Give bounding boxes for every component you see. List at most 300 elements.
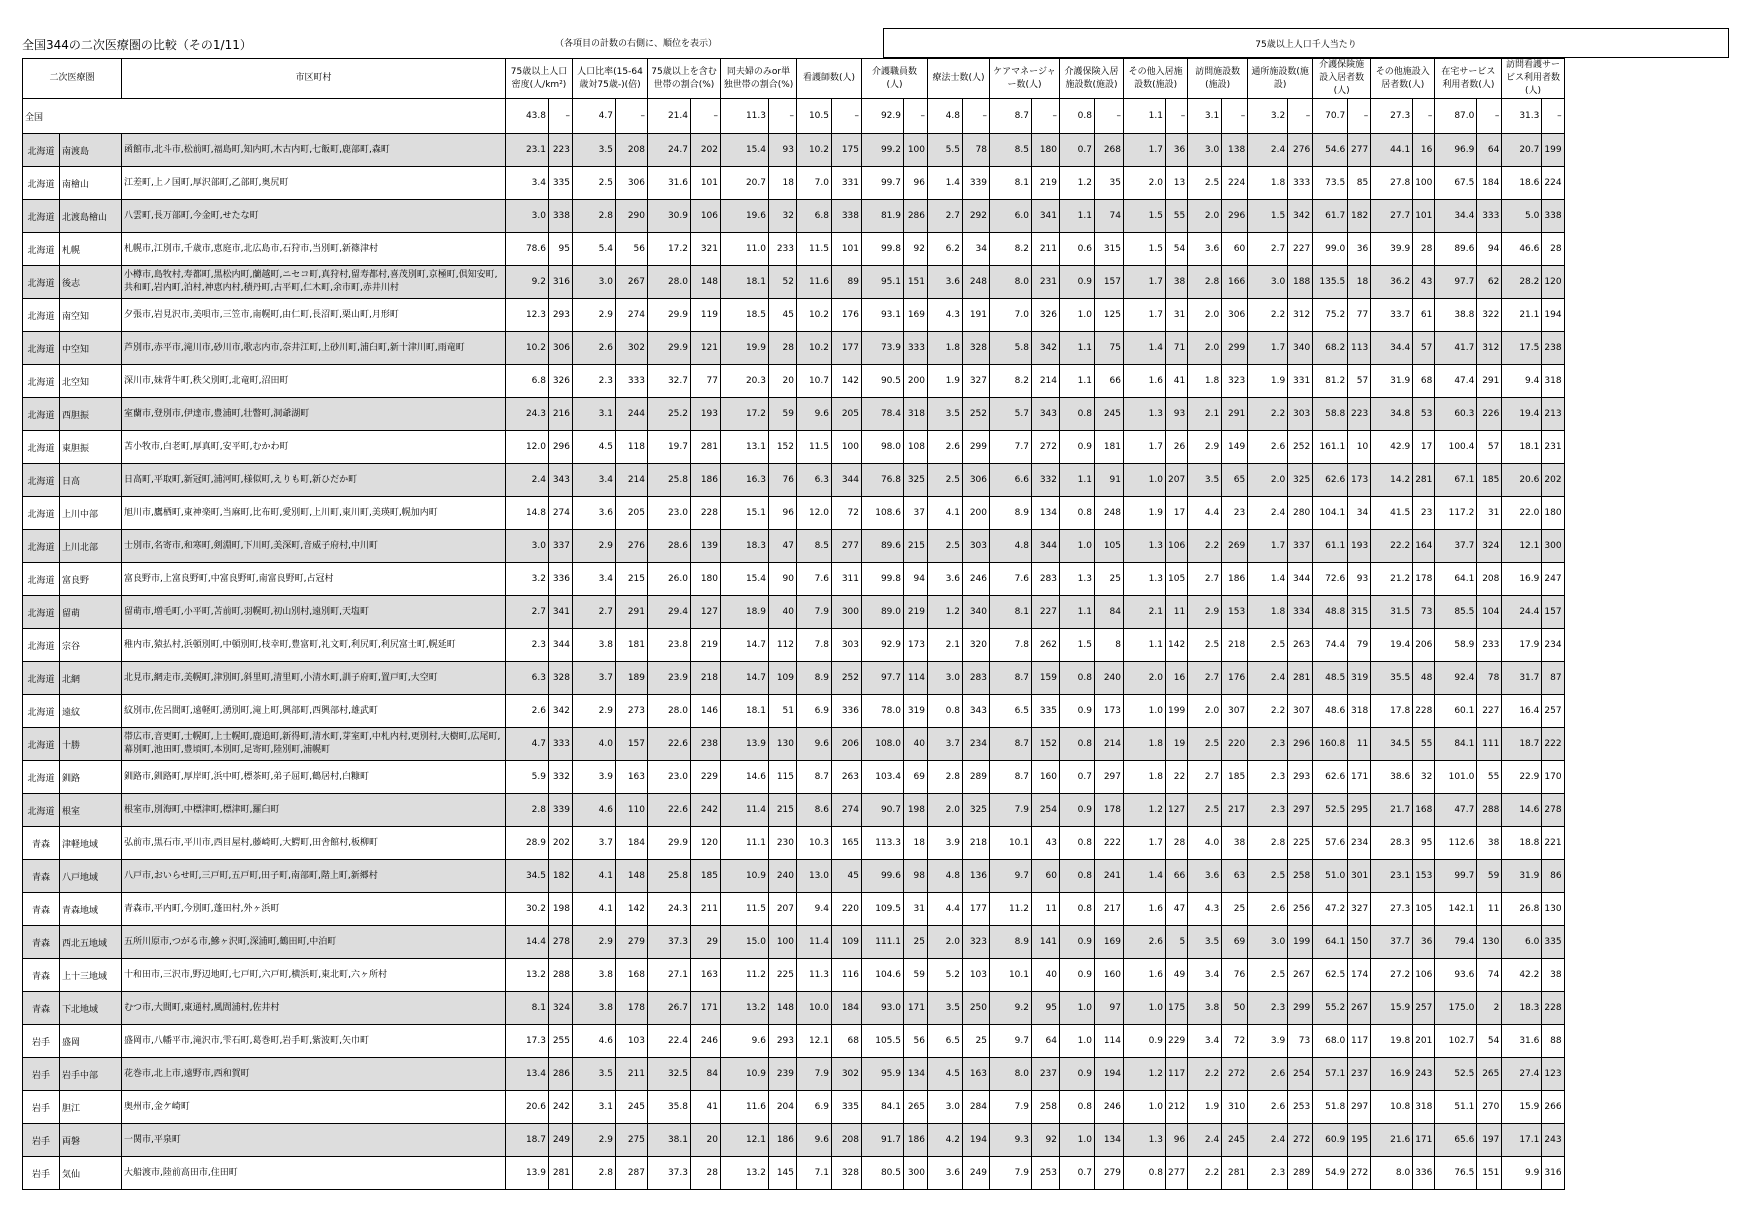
rank-cell: 281 xyxy=(1413,464,1435,497)
rank-cell: 216 xyxy=(549,398,573,431)
prefecture-cell: 北海道 xyxy=(23,332,60,365)
value-cell: 4.5 xyxy=(928,1058,963,1091)
table-row xyxy=(23,728,1565,761)
value-cell: 28.3 xyxy=(1371,827,1413,860)
rank-cell: 228 xyxy=(1542,992,1564,1025)
rank-cell: 123 xyxy=(1542,1058,1564,1091)
value-cell: 1.1 xyxy=(1060,464,1095,497)
rank-cell: 142 xyxy=(616,893,648,926)
header-column: その他施設入居者数(人) xyxy=(1371,59,1435,99)
value-cell: 7.7 xyxy=(990,431,1032,464)
rank-cell: 10 xyxy=(1348,431,1371,464)
rank-cell: 246 xyxy=(1095,1091,1124,1124)
header-column: その他入居施設数(施設) xyxy=(1124,59,1188,99)
value-cell: 1.0 xyxy=(1060,1124,1095,1157)
rank-cell: 267 xyxy=(1288,959,1313,992)
rank-cell: – xyxy=(769,99,797,134)
value-cell: 16.9 xyxy=(1502,563,1542,596)
rank-cell: 77 xyxy=(691,365,721,398)
rank-cell: 306 xyxy=(549,332,573,365)
rank-cell: 320 xyxy=(963,629,990,662)
rank-cell: 103 xyxy=(963,959,990,992)
rank-cell: 324 xyxy=(1477,530,1502,563)
table-row xyxy=(23,596,1565,629)
rank-cell: 280 xyxy=(1288,497,1313,530)
prefecture-cell: 青森 xyxy=(23,860,60,893)
value-cell: 0.8 xyxy=(1060,398,1095,431)
rank-cell: 218 xyxy=(1222,629,1248,662)
value-cell: 23.9 xyxy=(648,662,691,695)
rank-cell: 177 xyxy=(963,893,990,926)
value-cell: 18.1 xyxy=(1502,431,1542,464)
rank-cell: 18 xyxy=(904,827,928,860)
rank-cell: 95 xyxy=(1032,992,1060,1025)
value-cell: 18.9 xyxy=(721,596,769,629)
rank-cell: 180 xyxy=(691,563,721,596)
value-cell: 22.9 xyxy=(1502,761,1542,794)
value-cell: 23.8 xyxy=(648,629,691,662)
rank-cell: 243 xyxy=(1413,1058,1435,1091)
rank-cell: 237 xyxy=(1348,1058,1371,1091)
area-cell: 八戸地域 xyxy=(60,860,122,893)
value-cell: 7.6 xyxy=(797,563,832,596)
value-cell: 73.5 xyxy=(1313,167,1348,200)
rank-cell: 111 xyxy=(1477,728,1502,761)
rank-cell: 146 xyxy=(691,695,721,728)
rank-cell: 323 xyxy=(963,926,990,959)
rank-cell: 150 xyxy=(1348,926,1371,959)
rank-cell: 229 xyxy=(1166,1025,1188,1058)
value-cell: 11.6 xyxy=(797,266,832,299)
rank-cell: 193 xyxy=(1348,530,1371,563)
value-cell: 42.2 xyxy=(1502,959,1542,992)
value-cell: 2.5 xyxy=(573,167,616,200)
rank-cell: 152 xyxy=(769,431,797,464)
value-cell: 0.9 xyxy=(1060,266,1095,299)
rank-cell: 300 xyxy=(904,1157,928,1190)
value-cell: 101.0 xyxy=(1435,761,1477,794)
rank-cell: 283 xyxy=(1032,563,1060,596)
value-cell: 0.8 xyxy=(928,695,963,728)
value-cell: 2.9 xyxy=(573,1124,616,1157)
cities-cell: 稚内市,猿払村,浜頓別町,中頓別町,枝幸町,豊富町,礼文町,利尻町,利尻富士町,幌延町 xyxy=(122,629,506,662)
value-cell: 31.6 xyxy=(648,167,691,200)
value-cell: 34.4 xyxy=(1371,332,1413,365)
value-cell: 43.8 xyxy=(506,99,549,134)
cities-cell: 盛岡市,八幡平市,滝沢市,雫石町,葛巻町,岩手町,紫波町,矢巾町 xyxy=(122,1025,506,1058)
rank-cell: 242 xyxy=(549,1091,573,1124)
rank-cell: 276 xyxy=(616,530,648,563)
value-cell: 2.3 xyxy=(1248,728,1288,761)
value-cell: 99.0 xyxy=(1313,233,1348,266)
value-cell: 28.6 xyxy=(648,530,691,563)
value-cell: 31.6 xyxy=(1502,1025,1542,1058)
rank-cell: 338 xyxy=(1542,200,1564,233)
value-cell: 3.0 xyxy=(1248,266,1288,299)
rank-cell: 221 xyxy=(1542,827,1564,860)
rank-cell: 272 xyxy=(1288,1124,1313,1157)
value-cell: 18.8 xyxy=(1502,827,1542,860)
rank-cell: 139 xyxy=(691,530,721,563)
rank-cell: 43 xyxy=(1413,266,1435,299)
value-cell: 14.2 xyxy=(1371,464,1413,497)
rank-cell: 265 xyxy=(904,1091,928,1124)
rank-cell: 95 xyxy=(549,233,573,266)
rank-cell: 323 xyxy=(1222,365,1248,398)
rank-cell: 279 xyxy=(1095,1157,1124,1190)
prefecture-cell: 北海道 xyxy=(23,596,60,629)
rank-cell: 218 xyxy=(691,662,721,695)
value-cell: 0.8 xyxy=(1124,1157,1166,1190)
rank-cell: 332 xyxy=(1032,464,1060,497)
rank-cell: 92 xyxy=(904,233,928,266)
rank-cell: 245 xyxy=(616,1091,648,1124)
value-cell: 8.6 xyxy=(797,794,832,827)
value-cell: 2.0 xyxy=(1248,464,1288,497)
value-cell: 6.0 xyxy=(990,200,1032,233)
rank-cell: 66 xyxy=(1095,365,1124,398)
rank-cell: 227 xyxy=(1032,596,1060,629)
cities-cell: 夕張市,岩見沢市,美唄市,三笠市,南幌町,由仁町,長沼町,栗山町,月形町 xyxy=(122,299,506,332)
value-cell: 74.4 xyxy=(1313,629,1348,662)
rank-cell: 336 xyxy=(832,695,862,728)
cities-cell: 一関市,平泉町 xyxy=(122,1124,506,1157)
value-cell: 0.8 xyxy=(1060,893,1095,926)
prefecture-cell: 北海道 xyxy=(23,728,60,761)
value-cell: 84.1 xyxy=(862,1091,904,1124)
value-cell: 0.8 xyxy=(1060,497,1095,530)
rank-cell: 299 xyxy=(963,431,990,464)
rank-cell: 246 xyxy=(963,563,990,596)
value-cell: 9.4 xyxy=(1502,365,1542,398)
rank-cell: 168 xyxy=(1413,794,1435,827)
rank-cell: 202 xyxy=(691,134,721,167)
prefecture-cell: 岩手 xyxy=(23,1091,60,1124)
rank-cell: 110 xyxy=(616,794,648,827)
area-cell: 北空知 xyxy=(60,365,122,398)
rank-cell: 326 xyxy=(1032,299,1060,332)
value-cell: 1.4 xyxy=(928,167,963,200)
rank-cell: 328 xyxy=(832,1157,862,1190)
rank-cell: 61 xyxy=(1413,299,1435,332)
value-cell: 62.6 xyxy=(1313,761,1348,794)
area-cell: 下北地域 xyxy=(60,992,122,1025)
prefecture-cell: 岩手 xyxy=(23,1025,60,1058)
value-cell: 1.3 xyxy=(1124,530,1166,563)
header-column: 介護保険入居施設数(施設) xyxy=(1060,59,1124,99)
value-cell: 105.5 xyxy=(862,1025,904,1058)
value-cell: 32.5 xyxy=(648,1058,691,1091)
value-cell: 2.9 xyxy=(573,695,616,728)
value-cell: 8.7 xyxy=(990,761,1032,794)
value-cell: 1.1 xyxy=(1060,596,1095,629)
value-cell: 1.2 xyxy=(928,596,963,629)
rank-cell: 93 xyxy=(1166,398,1188,431)
rank-cell: 38 xyxy=(1222,827,1248,860)
value-cell: 81.9 xyxy=(862,200,904,233)
rank-cell: 252 xyxy=(1288,431,1313,464)
rank-cell: – xyxy=(549,99,573,134)
value-cell: 0.8 xyxy=(1060,1091,1095,1124)
value-cell: 90.5 xyxy=(862,365,904,398)
rank-cell: 276 xyxy=(1288,134,1313,167)
value-cell: 0.6 xyxy=(1060,233,1095,266)
value-cell: 3.1 xyxy=(1188,99,1222,134)
rank-cell: 321 xyxy=(691,233,721,266)
value-cell: 22.6 xyxy=(648,794,691,827)
value-cell: 44.1 xyxy=(1371,134,1413,167)
value-cell: 2.0 xyxy=(1124,167,1166,200)
value-cell: 1.5 xyxy=(1124,233,1166,266)
rank-cell: 93 xyxy=(769,134,797,167)
cities-cell: むつ市,大間町,東通村,風間浦村,佐井村 xyxy=(122,992,506,1025)
rank-cell: 186 xyxy=(691,464,721,497)
value-cell: 12.1 xyxy=(721,1124,769,1157)
rank-cell: 186 xyxy=(1222,563,1248,596)
rank-cell: 11 xyxy=(1166,596,1188,629)
value-cell: 31.9 xyxy=(1371,365,1413,398)
header-column: 75歳以上を含む世帯の割合(%) xyxy=(648,59,721,99)
rank-cell: 101 xyxy=(1413,200,1435,233)
rank-cell: 77 xyxy=(1348,299,1371,332)
rank-cell: 299 xyxy=(1222,332,1248,365)
value-cell: 18.3 xyxy=(721,530,769,563)
cities-cell: 深川市,妹背牛町,秩父別町,北竜町,沼田町 xyxy=(122,365,506,398)
value-cell: 8.2 xyxy=(990,233,1032,266)
rank-cell: 157 xyxy=(1095,266,1124,299)
value-cell: 0.7 xyxy=(1060,134,1095,167)
rank-cell: 331 xyxy=(1288,365,1313,398)
value-cell: 2.0 xyxy=(1188,200,1222,233)
value-cell: 55.2 xyxy=(1313,992,1348,1025)
table-row xyxy=(23,629,1565,662)
value-cell: 7.9 xyxy=(797,1058,832,1091)
rank-cell: 13 xyxy=(1166,167,1188,200)
value-cell: 7.8 xyxy=(990,629,1032,662)
rank-cell: 344 xyxy=(549,629,573,662)
value-cell: 26.0 xyxy=(648,563,691,596)
rank-cell: 215 xyxy=(769,794,797,827)
value-cell: 19.9 xyxy=(721,332,769,365)
value-cell: 62.5 xyxy=(1313,959,1348,992)
rank-cell: 180 xyxy=(1032,134,1060,167)
value-cell: 15.1 xyxy=(721,497,769,530)
value-cell: 51.1 xyxy=(1435,1091,1477,1124)
rank-cell: 40 xyxy=(769,596,797,629)
header-column: 人口比率(15-64歳対75歳-)(倍) xyxy=(573,59,648,99)
value-cell: 4.8 xyxy=(990,530,1032,563)
rank-cell: 208 xyxy=(832,1124,862,1157)
rank-cell: 100 xyxy=(1413,167,1435,200)
rank-cell: 92 xyxy=(1032,1124,1060,1157)
area-cell: 後志 xyxy=(60,266,122,299)
rank-cell: 142 xyxy=(832,365,862,398)
rank-cell: 101 xyxy=(691,167,721,200)
area-cell: 上川北部 xyxy=(60,530,122,563)
value-cell: 21.7 xyxy=(1371,794,1413,827)
value-cell: 2.9 xyxy=(573,926,616,959)
value-cell: 70.7 xyxy=(1313,99,1348,134)
rank-cell: 202 xyxy=(549,827,573,860)
value-cell: 4.1 xyxy=(573,860,616,893)
value-cell: 20.7 xyxy=(721,167,769,200)
value-cell: 92.9 xyxy=(862,629,904,662)
value-cell: 4.4 xyxy=(1188,497,1222,530)
rank-cell: 160 xyxy=(1032,761,1060,794)
rank-cell: 297 xyxy=(1348,1091,1371,1124)
rank-cell: 341 xyxy=(1032,200,1060,233)
rank-cell: 16 xyxy=(1413,134,1435,167)
value-cell: 1.1 xyxy=(1060,332,1095,365)
header-column: 療法士数(人) xyxy=(928,59,990,99)
rank-cell: 11 xyxy=(1348,728,1371,761)
value-cell: 7.0 xyxy=(797,167,832,200)
prefecture-cell: 岩手 xyxy=(23,1157,60,1190)
value-cell: 10.9 xyxy=(721,1058,769,1091)
value-cell: 4.5 xyxy=(573,431,616,464)
value-cell: 17.2 xyxy=(721,398,769,431)
value-cell: 3.0 xyxy=(506,530,549,563)
value-cell: 3.7 xyxy=(573,662,616,695)
rank-cell: 100 xyxy=(832,431,862,464)
value-cell: 14.4 xyxy=(506,926,549,959)
rank-cell: 117 xyxy=(1348,1025,1371,1058)
area-cell: 富良野 xyxy=(60,563,122,596)
rank-cell: 176 xyxy=(1222,662,1248,695)
value-cell: 1.9 xyxy=(1188,1091,1222,1124)
rank-cell: 62 xyxy=(1477,266,1502,299)
value-cell: 27.8 xyxy=(1371,167,1413,200)
value-cell: 73.9 xyxy=(862,332,904,365)
rank-cell: 127 xyxy=(1166,794,1188,827)
rank-cell: 194 xyxy=(963,1124,990,1157)
value-cell: 30.9 xyxy=(648,200,691,233)
value-cell: 93.1 xyxy=(862,299,904,332)
prefecture-cell: 北海道 xyxy=(23,761,60,794)
rank-cell: 28 xyxy=(1166,827,1188,860)
rank-cell: 240 xyxy=(1095,662,1124,695)
rank-cell: 247 xyxy=(1542,563,1564,596)
value-cell: 47.7 xyxy=(1435,794,1477,827)
value-cell: 92.9 xyxy=(862,99,904,134)
value-cell: 51.0 xyxy=(1313,860,1348,893)
value-cell: 1.0 xyxy=(1124,695,1166,728)
rank-cell: 153 xyxy=(1413,860,1435,893)
value-cell: 15.4 xyxy=(721,563,769,596)
value-cell: 2.6 xyxy=(1248,431,1288,464)
rank-cell: 198 xyxy=(549,893,573,926)
value-cell: 2.0 xyxy=(928,926,963,959)
value-cell: 67.1 xyxy=(1435,464,1477,497)
cities-cell: 大船渡市,陸前高田市,住田町 xyxy=(122,1157,506,1190)
rank-cell: 49 xyxy=(1166,959,1188,992)
value-cell: 29.4 xyxy=(648,596,691,629)
area-cell: 南空知 xyxy=(60,299,122,332)
value-cell: 76.8 xyxy=(862,464,904,497)
table-row xyxy=(23,893,1565,926)
rank-cell: 35 xyxy=(1095,167,1124,200)
rank-cell: 180 xyxy=(1542,497,1564,530)
rank-cell: 54 xyxy=(1477,1025,1502,1058)
rank-cell: 220 xyxy=(1222,728,1248,761)
value-cell: 21.2 xyxy=(1371,563,1413,596)
value-cell: 19.7 xyxy=(648,431,691,464)
value-cell: 2.0 xyxy=(1188,332,1222,365)
value-cell: 11.5 xyxy=(797,431,832,464)
value-cell: 21.4 xyxy=(648,99,691,134)
rank-cell: 342 xyxy=(1032,332,1060,365)
value-cell: 24.3 xyxy=(648,893,691,926)
value-cell: 3.4 xyxy=(1188,959,1222,992)
value-cell: 11.2 xyxy=(990,893,1032,926)
rank-cell: – xyxy=(1348,99,1371,134)
value-cell: 1.1 xyxy=(1124,99,1166,134)
value-cell: 2.8 xyxy=(573,200,616,233)
value-cell: 38.6 xyxy=(1371,761,1413,794)
rank-cell: 287 xyxy=(616,1157,648,1190)
table-row xyxy=(23,200,1565,233)
rank-cell: 291 xyxy=(1222,398,1248,431)
value-cell: 10.1 xyxy=(990,959,1032,992)
rank-cell: 65 xyxy=(1222,464,1248,497)
value-cell: 25.2 xyxy=(648,398,691,431)
value-cell: 2.6 xyxy=(1248,1058,1288,1091)
value-cell: 54.9 xyxy=(1313,1157,1348,1190)
rank-cell: 185 xyxy=(691,860,721,893)
value-cell: 95.1 xyxy=(862,266,904,299)
value-cell: 54.6 xyxy=(1313,134,1348,167)
rank-cell: 90 xyxy=(769,563,797,596)
value-cell: 22.2 xyxy=(1371,530,1413,563)
rank-cell: 184 xyxy=(616,827,648,860)
value-cell: 58.8 xyxy=(1313,398,1348,431)
rank-cell: 106 xyxy=(691,200,721,233)
rank-cell: 338 xyxy=(832,200,862,233)
value-cell: 29.9 xyxy=(648,827,691,860)
value-cell: 10.2 xyxy=(506,332,549,365)
rank-cell: 186 xyxy=(904,1124,928,1157)
per-capita-label: 75歳以上人口千人当たり xyxy=(1255,40,1357,50)
rank-cell: 151 xyxy=(1477,1157,1502,1190)
value-cell: 8.7 xyxy=(990,662,1032,695)
area-cell: 西北五地域 xyxy=(60,926,122,959)
rank-cell: 277 xyxy=(1166,1157,1188,1190)
rank-cell: 168 xyxy=(616,959,648,992)
rank-cell: 239 xyxy=(769,1058,797,1091)
value-cell: 0.8 xyxy=(1060,860,1095,893)
rank-cell: 293 xyxy=(769,1025,797,1058)
rank-cell: 303 xyxy=(832,629,862,662)
rank-cell: 249 xyxy=(549,1124,573,1157)
value-cell: 2.9 xyxy=(573,299,616,332)
rank-cell: 86 xyxy=(1542,860,1564,893)
value-cell: 3.6 xyxy=(928,266,963,299)
rank-cell: 219 xyxy=(1032,167,1060,200)
rank-cell: 243 xyxy=(1542,1124,1564,1157)
rank-cell: 234 xyxy=(963,728,990,761)
rank-cell: 248 xyxy=(1095,497,1124,530)
rank-cell: 217 xyxy=(1222,794,1248,827)
value-cell: 2.0 xyxy=(1188,299,1222,332)
value-cell: 31.9 xyxy=(1502,860,1542,893)
rank-cell: 89 xyxy=(832,266,862,299)
rank-cell: 234 xyxy=(1542,629,1564,662)
value-cell: 18.5 xyxy=(721,299,769,332)
value-cell: 3.8 xyxy=(573,992,616,1025)
value-cell: 117.2 xyxy=(1435,497,1477,530)
rank-cell: 288 xyxy=(549,959,573,992)
rank-cell: 8 xyxy=(1095,629,1124,662)
